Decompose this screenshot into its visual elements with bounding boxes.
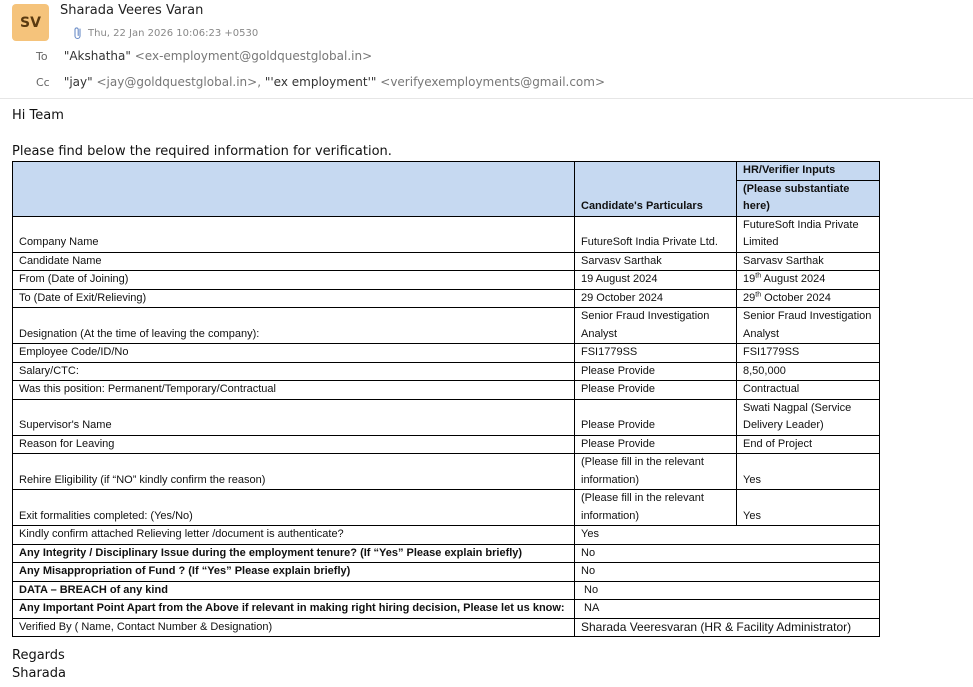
- row-label: From (Date of Joining): [13, 271, 575, 290]
- verifier-value: Contractual: [737, 381, 880, 400]
- row-label: Was this position: Permanent/Temporary/Contractual: [13, 381, 575, 400]
- verifier-value: Senior Fraud Investigation Analyst: [737, 308, 880, 344]
- candidate-value: (Please fill in the relevant information): [575, 454, 737, 490]
- greeting: Hi Team: [12, 108, 64, 123]
- row-label: Employee Code/ID/No: [13, 344, 575, 363]
- date-day: 29: [743, 291, 756, 304]
- table-row: [13, 454, 880, 490]
- table-row: [13, 600, 880, 619]
- cc-name-2[interactable]: "'ex employment'": [264, 75, 377, 89]
- date-suffix: th: [755, 290, 762, 298]
- table-row: [13, 271, 880, 290]
- avatar[interactable]: SV: [12, 4, 49, 41]
- candidate-value: Senior Fraud Investigation Analyst: [575, 308, 737, 344]
- candidate-value: Please Provide: [575, 381, 737, 400]
- merged-value: No: [575, 581, 880, 600]
- table-row: [13, 216, 880, 252]
- verifier-value: [737, 289, 880, 308]
- email-date: Thu, 22 Jan 2026 10:06:23 +0530: [88, 27, 259, 39]
- signature: Sharada: [12, 666, 66, 681]
- row-label: Supervisor's Name: [13, 399, 575, 435]
- verifier-value: End of Project: [737, 435, 880, 454]
- to-label: To: [36, 50, 48, 63]
- intro-text: Please find below the required information for verification.: [12, 144, 392, 159]
- candidate-value: (Please fill in the relevant information): [575, 490, 737, 526]
- row-label: Exit formalities completed: (Yes/No): [13, 490, 575, 526]
- row-label: Salary/CTC:: [13, 362, 575, 381]
- verifier-value: 8,50,000: [737, 362, 880, 381]
- to-row: [36, 49, 372, 63]
- candidate-value: Please Provide: [575, 362, 737, 381]
- date-rest: August 2024: [761, 273, 826, 285]
- cc-name-1[interactable]: "jay": [63, 75, 93, 89]
- date-rest: October 2024: [761, 291, 831, 304]
- table-row: [13, 544, 880, 563]
- verifier-value: Sarvasv Sarthak: [737, 252, 880, 271]
- merged-value: Yes: [575, 526, 880, 545]
- candidate-value: FSI1779SS: [575, 344, 737, 363]
- table-header-row: [13, 162, 880, 181]
- candidate-value: 19 August 2024: [575, 271, 737, 290]
- candidate-value: 29 October 2024: [575, 289, 737, 308]
- to-address[interactable]: <ex-employment@goldquestglobal.in>: [134, 49, 373, 63]
- header-candidate: Candidate's Particulars: [575, 162, 737, 217]
- candidate-value: Sarvasv Sarthak: [575, 252, 737, 271]
- row-label: Company Name: [13, 216, 575, 252]
- sender-name[interactable]: Sharada Veeres Varan: [60, 3, 204, 18]
- header-blank: [13, 162, 575, 217]
- row-label: Any Integrity / Disciplinary Issue during the employment tenure? (If “Yes” Please explain briefly): [13, 544, 575, 563]
- table-row: [13, 490, 880, 526]
- row-label: Any Misappropriation of Fund ? (If “Yes” Please explain briefly): [13, 563, 575, 582]
- cc-label: Cc: [36, 76, 50, 89]
- candidate-value: FutureSoft India Private Ltd.: [575, 216, 737, 252]
- cc-row: [36, 75, 605, 89]
- table-row: [13, 435, 880, 454]
- row-label: Any Important Point Apart from the Above if relevant in making right hiring decision, Please let us know:: [13, 600, 575, 619]
- merged-value: No: [575, 563, 880, 582]
- table-row: [13, 252, 880, 271]
- row-label: Candidate Name: [13, 252, 575, 271]
- verifier-value: Yes: [737, 490, 880, 526]
- to-name[interactable]: "Akshatha": [63, 49, 131, 63]
- email-header: [0, 0, 973, 99]
- verifier-value: Swati Nagpal (Service Delivery Leader): [737, 399, 880, 435]
- candidate-value: Please Provide: [575, 399, 737, 435]
- table-row: [13, 289, 880, 308]
- table-row: [13, 399, 880, 435]
- table-row: [13, 581, 880, 600]
- row-label: Verified By ( Name, Contact Number & Designation): [13, 618, 575, 637]
- row-label: Rehire Eligibility (if “NO” kindly confirm the reason): [13, 454, 575, 490]
- merged-value: Sharada Veeresvaran (HR & Facility Administrator): [575, 618, 880, 637]
- verifier-value: [737, 271, 880, 290]
- table-row: [13, 618, 880, 637]
- date-day: 19: [743, 273, 756, 285]
- table-row: [13, 308, 880, 344]
- table-row: [13, 362, 880, 381]
- date-suffix: th: [755, 272, 762, 280]
- attachment-icon[interactable]: [72, 26, 84, 40]
- verifier-value: Yes: [737, 454, 880, 490]
- merged-value: No: [575, 544, 880, 563]
- header-verifier: HR/Verifier Inputs: [737, 162, 880, 181]
- header-verifier-sub: (Please substantiate here): [737, 180, 880, 216]
- candidate-value: Please Provide: [575, 435, 737, 454]
- row-label: Designation (At the time of leaving the company):: [13, 308, 575, 344]
- regards: Regards: [12, 648, 65, 663]
- date-row: [72, 26, 258, 40]
- row-label: To (Date of Exit/Relieving): [13, 289, 575, 308]
- verifier-value: FSI1779SS: [737, 344, 880, 363]
- cc-address-1[interactable]: <jay@goldquestglobal.in>,: [96, 75, 262, 89]
- verification-table: [12, 161, 880, 637]
- verifier-value: FutureSoft India Private Limited: [737, 216, 880, 252]
- table-row: [13, 381, 880, 400]
- table-row: [13, 563, 880, 582]
- table-row: [13, 526, 880, 545]
- cc-address-2[interactable]: <verifyexemployments@gmail.com>: [380, 75, 606, 89]
- row-label: Reason for Leaving: [13, 435, 575, 454]
- table-row: [13, 344, 880, 363]
- row-label: DATA – BREACH of any kind: [13, 581, 575, 600]
- row-label: Kindly confirm attached Relieving letter /document is authenticate?: [13, 526, 575, 545]
- merged-value: NA: [575, 600, 880, 619]
